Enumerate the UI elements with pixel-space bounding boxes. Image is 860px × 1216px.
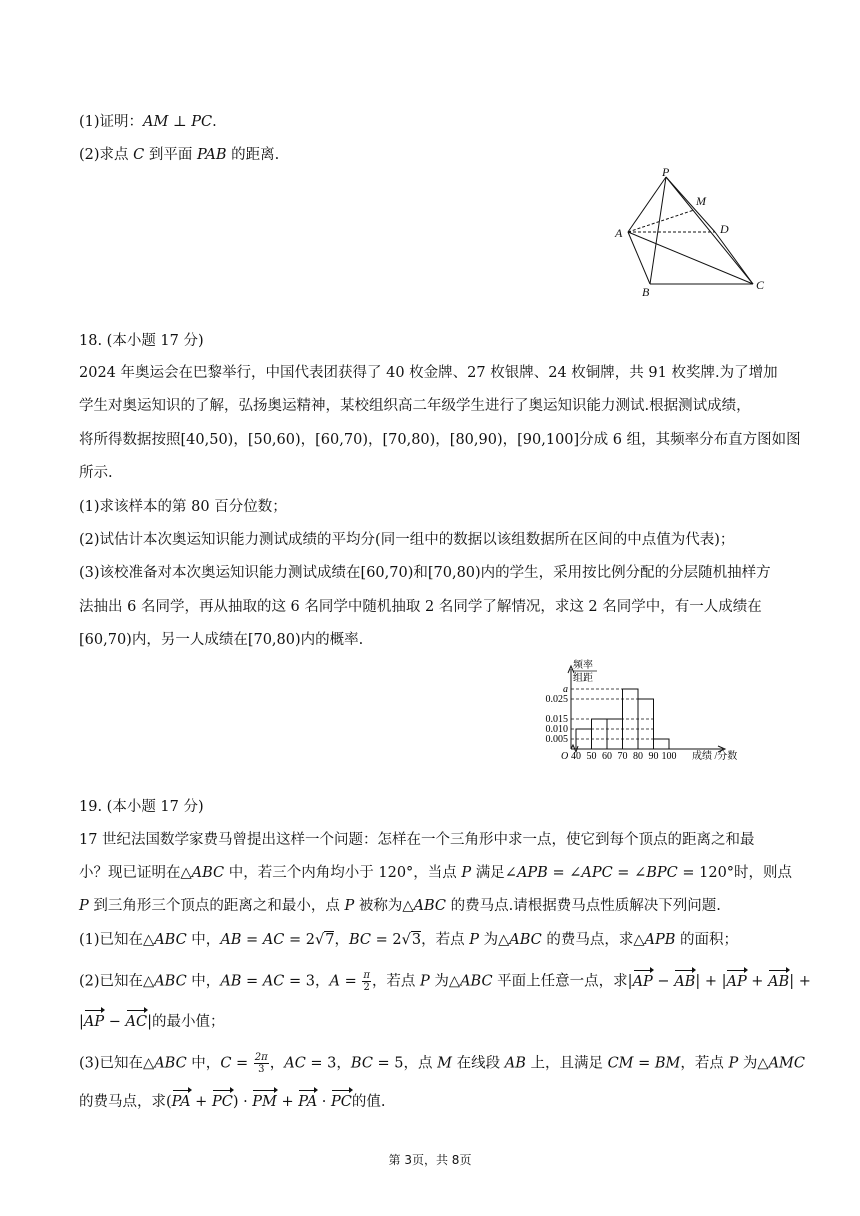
q18-sub3-line2: 法抽出 6 名同学，再从抽取的这 6 名同学中随机抽取 2 名同学了解情况，求这 2 名同学中，有一人成绩在 — [79, 599, 762, 615]
q18-stem-line1: 2024 年奥运会在巴黎举行，中国代表团获得了 40 枚金牌、27 枚银牌、24 枚铜牌，共 91 枚奖牌.为了增加 — [79, 365, 778, 381]
q18-sub2: (2)试估计本次奥运知识能力测试成绩的平均分(同一组中的数据以该组数据所在区间的中点值为代表)； — [79, 532, 735, 548]
edge-pa — [628, 177, 666, 232]
q18-sub3-line1: (3)该校准备对本次奥运知识能力测试成绩在[60,70)和[70,80)内的学生，采用按比例分配的分层随机抽样方 — [79, 565, 771, 581]
q18-sub3-line3: [60,70)内，另一人成绩在[70,80)内的概率. — [79, 632, 364, 648]
y-tick-label: 0.025 — [545, 694, 568, 705]
pyramid-figure — [608, 166, 778, 298]
label-c: C — [756, 278, 765, 292]
label-d: D — [720, 222, 729, 236]
y-label-top: 频率 — [573, 660, 593, 671]
x-tick-label: 40 — [571, 751, 581, 762]
q18-header: 18. (本小题 17 分) — [79, 333, 204, 349]
y-label-bottom: 组距 — [573, 673, 593, 684]
q19-stem-line2: 小？现已证明在△ABC 中，若三个内角均小于 120°，当点 P 满足∠APB = ∠APC = ∠BPC = 120°时，则点 — [79, 865, 793, 881]
frequency-histogram — [530, 655, 765, 770]
x-tick-label: 70 — [617, 751, 628, 762]
page-footer: 第 3页，共 8页 — [388, 1153, 472, 1167]
q19-sub3-line2: 的费马点，求(PA + PC) · PM + PA · PC的值. — [79, 1094, 386, 1110]
x-tick-label: 50 — [586, 751, 597, 762]
q19-sub2-line2: |AP − AC|的最小值； — [79, 1014, 225, 1030]
y-tick-label: 0.015 — [545, 714, 568, 725]
histogram-bar — [654, 739, 670, 749]
x-tick-label: 60 — [602, 751, 612, 762]
histogram-bar — [592, 719, 608, 749]
histogram-bar — [607, 719, 623, 749]
edge-pb — [650, 177, 666, 284]
y-tick-label: 0.005 — [545, 734, 568, 745]
fraction-2pi-over-3: $\frac{2\pi}{3}$ — [254, 1052, 268, 1075]
histogram-bar — [623, 689, 639, 749]
x-label: 成绩 /分数 — [692, 751, 738, 762]
q18-stem-line3: 将所得数据按照[40,50)，[50,60)，[60,70)，[70,80)，[80,90)，[90,100]分成 6 组，其频率分布直方图如图 — [79, 432, 801, 448]
q18-stem-line2: 学生对奥运知识的了解，弘扬奥运精神，某校组织高二年级学生进行了奥运知识能力测试.根据测试成绩， — [79, 398, 751, 414]
histogram-bar — [638, 699, 654, 749]
y-tick-label: a — [563, 684, 568, 695]
x-tick-label: 80 — [633, 751, 643, 762]
y-tick-label: 0.010 — [545, 724, 568, 735]
origin-label: O — [561, 751, 569, 762]
label-p: P — [662, 166, 670, 179]
edge-pd — [666, 177, 715, 232]
label-m: M — [696, 194, 706, 208]
q19-sub2-line1: (2)已知在△ABC 中，AB = AC = 3，A = $\frac{\pi}{2}$ ，若点 P 为△ABC 平面上任意一点，求|AP − AB| + |AP + AB| + — [79, 970, 811, 993]
q19-header: 19. (本小题 17 分) — [79, 799, 204, 815]
q19-sub1: (1)已知在△ABC 中，AB = AC = 2√7，BC = 2√3，若点 P 为△ABC 的费马点，求△APB 的面积； — [79, 932, 738, 948]
label-a: A — [615, 226, 623, 240]
q17-part1: (1)证明：AM ⊥ PC. — [79, 114, 217, 130]
q18-stem-line4: 所示. — [79, 465, 113, 481]
q19-stem-line3: P 到三角形三个顶点的距离之和最小，点 P 被称为△ABC 的费马点.请根据费马点性质解决下列问题. — [79, 898, 721, 914]
q19-stem-line1: 17 世纪法国数学家费马曾提出这样一个问题：怎样在一个三角形中求一点，使它到每个顶点的距离之和最 — [79, 832, 755, 848]
fraction-pi-over-2: $\frac{\pi}{2}$ — [363, 970, 370, 993]
edge-pc — [666, 177, 753, 284]
q19-sub3-line1: (3)已知在△ABC 中，C = $\frac{2\pi}{3}$ ，AC = 3，BC = 5，点 M 在线段 AB 上，且满足 CM = BM，若点 P 为△AMC — [79, 1052, 805, 1075]
q17-part2: (2)求点 C 到平面 PAB 的距离. — [79, 147, 280, 163]
x-tick-label: 90 — [648, 751, 659, 762]
x-tick-label: 100 — [661, 751, 677, 762]
q18-sub1: (1)求该样本的第 80 百分位数； — [79, 499, 287, 515]
label-b: B — [642, 285, 650, 298]
